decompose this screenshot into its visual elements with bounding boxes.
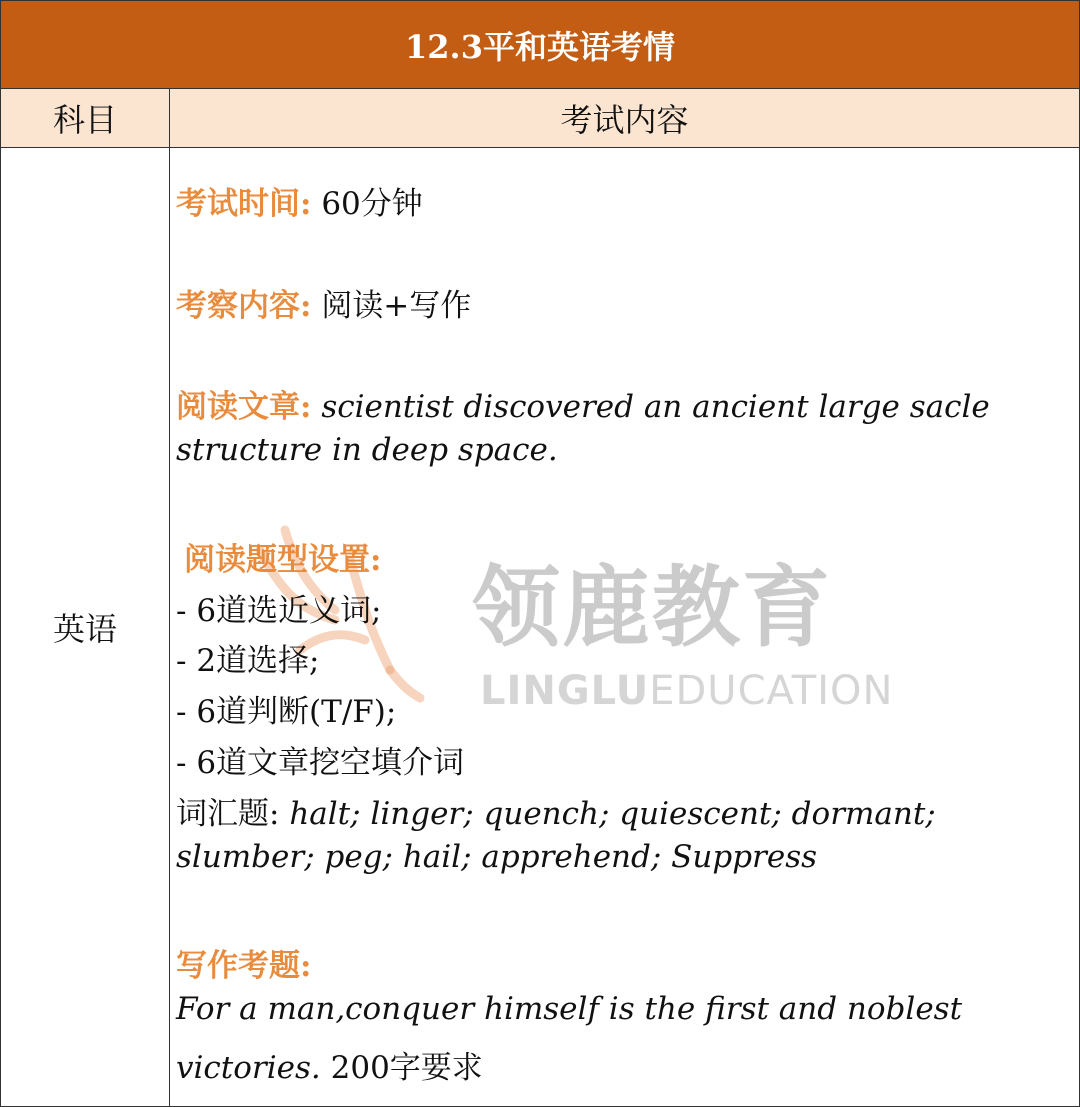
exam-scope-value: 阅读+写作 <box>321 288 472 324</box>
header-subject: 科目 <box>1 89 170 147</box>
reading-article-text-2: structure in deep space. <box>176 432 558 468</box>
writing-prompt-end: victories. <box>176 1050 321 1086</box>
question-type-item: - 6道选近义词; <box>176 593 382 629</box>
header-row <box>1 89 1079 148</box>
watermark-cn: 领鹿教育 <box>472 556 833 659</box>
writing-label: 写作考题: <box>176 948 312 984</box>
question-types-label: 阅读题型设置: <box>184 542 382 578</box>
watermark-en: LINGLUEDUCATION <box>480 668 894 714</box>
subject-cell: 英语 <box>1 148 170 1106</box>
vocab-line <box>176 788 936 833</box>
header-content: 考试内容 <box>560 101 689 139</box>
exam-scope-label: 考察内容: <box>176 288 312 324</box>
reading-article-text: scientist discovered an ancient large sacle <box>321 389 990 425</box>
vocab-words: halt; linger; quench; quiescent; dormant; <box>289 796 936 832</box>
table-title: 12.3平和英语考情 <box>1 1 1079 89</box>
question-type-item: - 2道选择; <box>176 643 320 679</box>
reading-article-label: 阅读文章: <box>176 389 312 425</box>
vocab-label: 词汇题: <box>176 796 280 832</box>
question-type-item: - 6道文章挖空填介词 <box>176 745 465 781</box>
writing-requirement: 200字要求 <box>320 1050 483 1086</box>
vocab-words-2: slumber; peg; hail; apprehend; Suppress <box>176 839 818 875</box>
writing-prompt: For a man,conquer himself is the first and noblest <box>176 991 963 1027</box>
exam-scope-line <box>176 280 471 325</box>
question-type-item: - 6道判断(T/F); <box>176 694 397 730</box>
exam-time-line <box>176 178 423 223</box>
exam-time-label: 考试时间: <box>176 186 312 222</box>
writing-prompt-2 <box>176 1042 483 1087</box>
exam-time-value: 60分钟 <box>321 186 423 222</box>
reading-article-line <box>176 381 990 426</box>
